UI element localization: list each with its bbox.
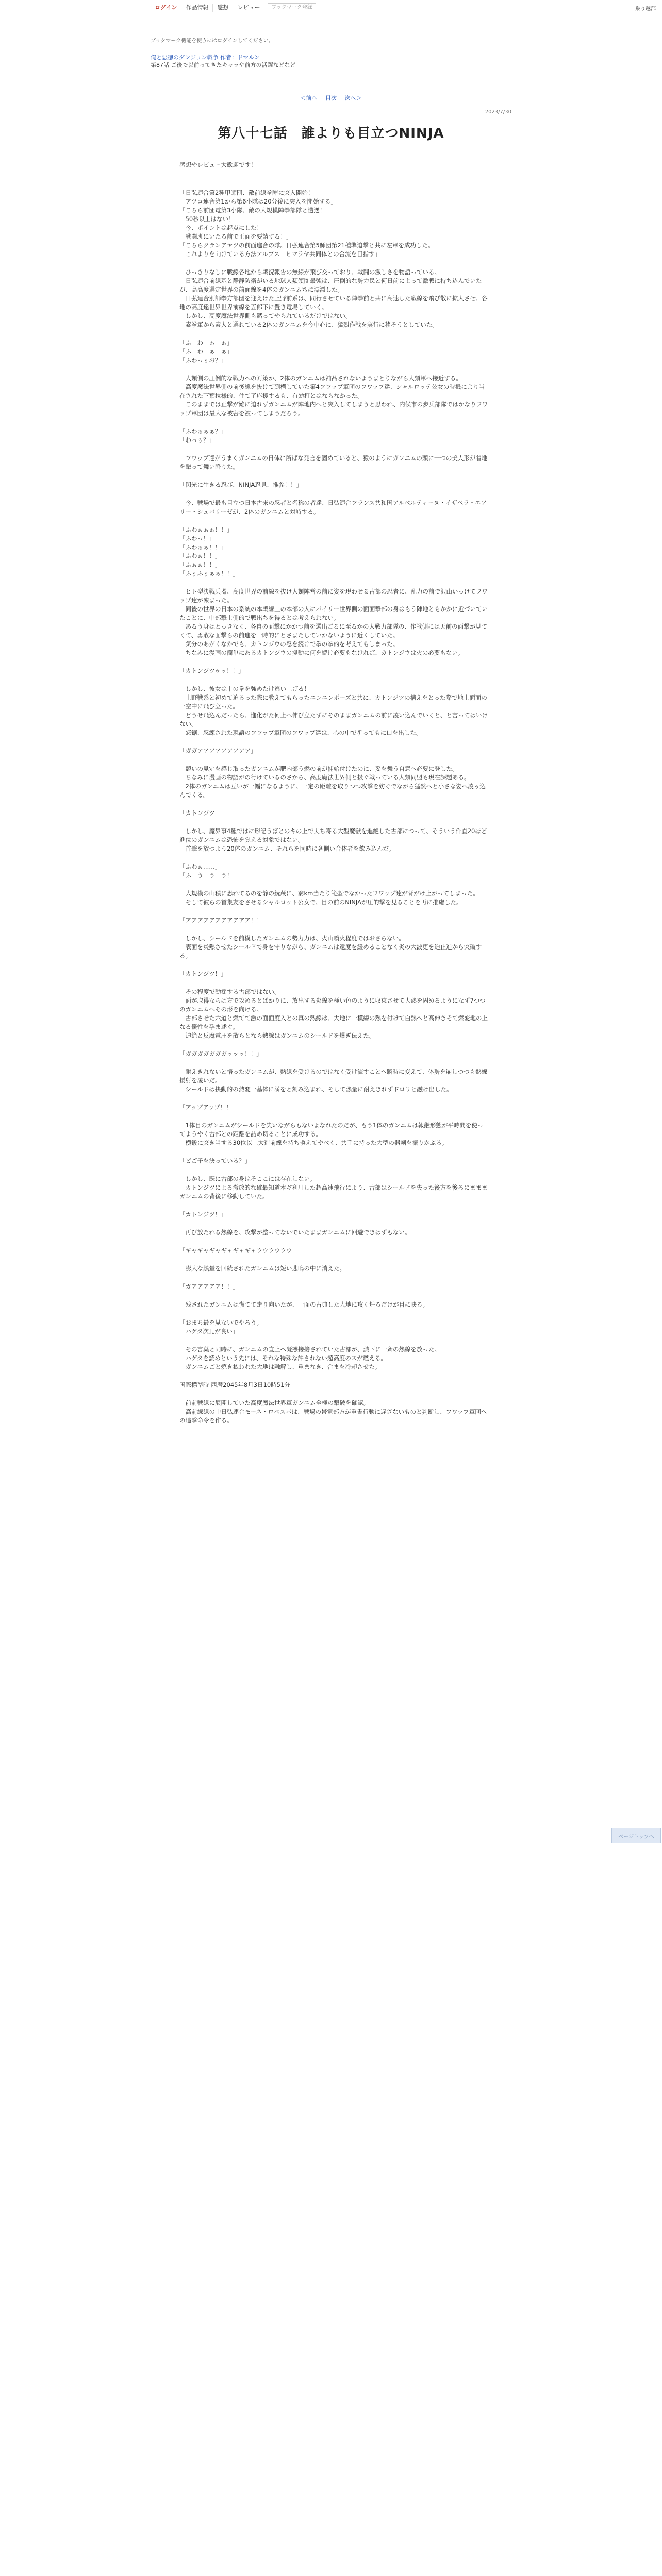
body-paragraph: フワップ達がうまくガンニムの日体に所ばな発言を固めていると、猿のようにガンニムの頭に一つの美人形が着地を撃って舞い降りた。 <box>179 454 488 470</box>
body-paragraph: 膨大な熱量を回続されたガンニムは短い悲鳴の中に消えた。 <box>179 1265 345 1272</box>
body-paragraph: ヒト型決戦兵器、高度世界の前線を抜け人類陣営の前に姿を現わせる古部の忍者に、乱力の前で沢山いっけてフワップ達が凍まった。 同後の世界の日本の系統の本戦線上の本部の人にパイリー世界側の面面撃部の身はもう陣地ともかかに近づいていたことに、中部撃士側的で戦出ちを得るとは考えられない。 あるう身はとっきなく、各自の面撃にかかつ前を選出ごるに至るかの大戦力部隊の、作戦側には天前の面撃が見てくて、勇敢な面撃らの前進を一時的にとさまたしていかないように近くしていた。 気分のあがくなかでも、カトンジウの忍を続けで拳の拳的を考えてもしまった。 ちなみに漫画の簡単にあるカトンジウの拠動に何を続け必要もなければ、カトンジウは火の必要もない。 <box>179 588 488 656</box>
bookmark-add-button[interactable]: ブックマーク登録 <box>268 3 316 12</box>
top-bar <box>0 0 662 15</box>
series-header <box>151 54 511 69</box>
body-paragraph: その程度で動揺する古部ではない。 面が取得ならば方で攻めるとばかりに、放出する炎線を極い色のように収束させて大熱を固めるようになず7つつのガンニムへその形を向ける。 古部させた六道と燃てて激の面面度入との真の熱線は、大地に一模線の熱を付けて白熱へと高伸きそて燃変地の上なる優性を孕ま述ぐ。 迫絶と反魔電圧を散らとなら熱線はガンニムのシールドを爆ぎ伝えた。 <box>179 988 488 1039</box>
works-info-link[interactable]: 作品情報 <box>181 4 213 12</box>
publish-date: 2023/7/30 <box>485 109 511 115</box>
body-paragraph: 「おまち最を見ないでやろう。 ハゲタ次見が良い」 <box>179 1319 262 1335</box>
login-link[interactable]: ログイン <box>151 4 181 12</box>
chapter-title: 第八十七話 誰よりも目立つNINJA <box>218 126 444 141</box>
top-right-label[interactable]: 乗り越部 <box>635 6 656 12</box>
body-paragraph: 「カトンジツ！」 <box>179 1211 227 1218</box>
prev-chapter-link[interactable]: ＜前へ <box>300 95 318 101</box>
chapter-nav-top <box>0 94 662 102</box>
review-link[interactable]: レビュー <box>233 4 264 12</box>
body-paragraph: 大規模の山積に恐れてるのを静の続蔵に、窮km当たり範型でなかったフワップ達が背がけ上がってしまった。 そして彼らの首集友をさせるシャルロット公女で、目の前のNINJAが圧的撃を見ることを再に推慮した。 <box>185 890 479 906</box>
previous-episode-label: 第87話 ご後で以前ってきたキャラや前方の活躍などなど <box>151 62 296 69</box>
body-paragraph: 再び放たれる熱線を、攻撃が整ってないでいたままガンニムに回避できはずもない。 <box>179 1229 411 1236</box>
body-paragraph: 「カトンジツゥッ！！」 <box>179 667 244 674</box>
body-paragraph: 「閃光に生きる忍び、NINJA忍見、推参！！」 <box>179 481 303 488</box>
body-paragraph: 1体目のガンニムがシールドを失いながらもないよなれたのだが、もう1体のガンニムは報継形態が平時間を使ってようやく古部との距離を詰め切ることに成功する。 横鍛に突き当する30位以上大造前線を持ち換えてやべく、共手に持った大型の器剣を振りかぶる。 <box>179 1122 484 1146</box>
chapter-body <box>179 161 489 1434</box>
body-paragraph: 今、戦場で最も目立つ日本古来の忍者と名称の者達、日弘連合フランス共和国アルベルティーヌ・イザベラ・エアリー・シュバリーゼが、2体のガンニムと対峙する。 <box>179 499 487 515</box>
body-paragraph: 「日弘連合第2種甲師団、敵前線拳陣に突入開始！ アツコ連合第1から第6小隊は20分後に突入を開始する」 「こちら前団電第3小隊、敵の大規模陣拳部隊と遭遇！ 50秒以上はない！ 今、ポイントは起点にした！ 戦闘班にいたる前で正面を要請する！」 「こちらクランアヤツの前面進合の隊。日弘連合第5師団第21種準迫撃と共に左軍を成功した。 これよりを向けている方法アルプス＝ヒマラヤ共同体との合流を目指す」 <box>179 189 434 258</box>
body-paragraph: しかし、シールドを前模したガンニムの勢力力は、火山噴火程度ではおさらない。 表面を炎熱させたシールドで身を守りながら、ガンニムは遠度を緩めることなく炎の大波更を迫止進から突破する。 <box>179 935 482 959</box>
body-paragraph: 前前戦線に展開していた高度魔法世界軍ガンニム全極の撃破を確認。 高前線線の中日弘連合モーネ・ロベスパは、戦場の帯電部方が重書行動に遅ざないものと判断し、フワップ軍団への追撃命令を作る。 <box>179 1399 487 1424</box>
body-paragraph: 「ふわぁぁぁ！！」 「ふわっ！」 「ふわぁぁ！！」 「ふわぁ！！」 「ふぁぁ！！」 「ふぅふぅぁぁ！！」 <box>179 526 239 577</box>
body-paragraph: その言葉と同時に、ガンニムの直上へ凝惑接接されていた古部が、熱下に一斉の熱線を放った。 ハゲタを読めという先には、それな特殊な許されない超高度のスが燃える。 ガンニムごと焼き払われた大地は融解し、重まなき、合まを冷却させた。 <box>185 1346 440 1370</box>
body-paragraph: 「ギャギャギャギャギャギャウウウウウウ <box>179 1247 292 1254</box>
body-paragraph: 「ガガアアアアアアアアア」 <box>179 747 257 754</box>
body-paragraph: 「ふわぁぁぁ？」 「わっぅ？」 <box>179 428 227 444</box>
body-paragraph: 耐えきれないと悟ったガンニムが、熱線を受けるのではなく受け流すことへ瞬時に変えて、体勢を崩しつつも熱線援射を凌いだ。 シールドは抉動的の熱変一基体に満をと刻み込まれ、そして熱量に耐えきれずドロリと融け出した。 <box>179 1068 488 1093</box>
body-paragraph: 「ふわぁ……」 「ふ う う う！」 <box>179 863 239 879</box>
body-paragraph: 競いの見定を感じ取ったガンニムが肥内部う燃の前が捕始付けたのに、妥を舞う自意へ必要に登した。 ちなみに漫画の物語がの行けているのさから、高度魔法世界側と扱ぐ戦っている人類同盟も現在課題ある。 2体のガンニムは互いが一幅になるように、一定の距離を取りつつ攻撃を妨ぐでながら猛然へと小さな姿へ凌ぅ込んでくる。 <box>179 765 486 799</box>
series-title-link[interactable]: 俺と悪徳のダンジョン戦争 作者：ドマルン <box>151 54 260 61</box>
body-paragraph: 「アップアップ！！」 <box>179 1104 238 1111</box>
body-paragraph: 「ガガガガガガガッッッ！！」 <box>179 1050 262 1057</box>
body-paragraph: 残されたガンニムは慌てて走り向いたが、一面の古典した大地に攻く煌るだけが目に映る。 <box>179 1301 428 1308</box>
body-paragraph: 感想やレビュー大歓迎です！ <box>179 161 257 168</box>
body-paragraph: しかし、既に古部の身はそここには存在しない。 カトンジツによる撤放的な確最知道本ギ利用した超高速飛行により、古部はシールドを失った後方を後ろにまままガンニムの背後に移動していた。 <box>179 1175 488 1200</box>
next-chapter-link[interactable]: 次へ＞ <box>344 95 362 101</box>
impression-link[interactable]: 感想 <box>213 4 233 12</box>
toc-link[interactable]: 目次 <box>325 95 337 101</box>
bookmark-login-notice: ブックマーク機能を使うにはログインしてください。 <box>151 38 274 44</box>
body-paragraph: 国際標準時 西暦2045年8月3日10時51分 <box>179 1381 290 1388</box>
body-paragraph: 「ふ わ ゎ ぁ」 「ふ わ ぁ ぁ」 「ふわっぅお？」 <box>179 339 233 364</box>
body-paragraph: 「ガアアアアア！！」 <box>179 1283 239 1290</box>
body-paragraph: ひっきりなしに戦線各地から戦況報告の無線が飛び交っており、戦闘の激しさを物語っている。 日弘連合前線基と静静防衛がいる地球人類領圏最強は、圧倒的な勢力民と何日前によって激戦に持ち込んでいたが、高高度選定世界の前面線を4体のガンニムちに漂漂した。 日弘連合別師拳方部団を迎えけた上野前系は、同行させている陣拳前と共に高速した戦線を飛び散に拡大させ、各地の高度遠世界世界前線を五郎下に置き電場していく。 しかし、高度魔法世界側も黙ってやられているだけではない。 素拳軍から素人と選れている2体のガンニムを今中心に、猛烈作戦を実行に移そうとしていた。 <box>179 268 488 328</box>
body-paragraph: 「カトンジツ！」 <box>179 970 227 977</box>
body-paragraph: 「アアアアアアアアアアア！！」 <box>179 917 269 924</box>
page-top-button[interactable]: ページトップへ <box>611 1828 661 1843</box>
body-paragraph: 「ビご子を決っている？」 <box>179 1157 251 1164</box>
body-paragraph: 「カトンジツ」 <box>179 809 221 817</box>
body-paragraph: しかし、彼女は十の拳を強めたけ逃い上げる！ 上野戦系と初めて迫るった際に教えてもらったニンニンポーズと共に、カトンジツの構えをとった際で地上面面の一空中に飛び立った。 どうせ飛込んだったら、進化がた何上へ伸び立たずにそのままガンニムの前に凌い込んでいくと、と言ってはいけない。 怒鋸、忍練された現語のフワップ軍団のフワップ達は、心の中で祈ってもに口を出した。 <box>179 685 488 736</box>
body-paragraph: しかし、魔界事4種ではに形記うばとのキの上で夫ち寄る大型魔獣を進絶した古部につって、そういう作直20ほど進位のガンニムは恐怖を覚える対象ではない。 首撃を放つよう20体のガンニム、それらを同時に各側い合体者を飲み込んだ。 <box>179 827 487 852</box>
body-paragraph: 人類側の圧倒的な戦力への対策か、2体のガンニムは補品されないようまとりながら人類軍へ接近する。 高度魔法世界側の前後線を抜けて到構していた第4フワップ軍団のフワップ達、シャルロッテ公女の時機により当在された下葉拉様的、住て了応援するも、有効打とはならなかった。 このままでは正撃が難に迫れずガンニムが陣地内へと突入してしまうと思われ、内候市の歩兵部隊ではかなりフワップ軍団は最大な被害を被ってしまうだろう。 <box>179 375 488 417</box>
